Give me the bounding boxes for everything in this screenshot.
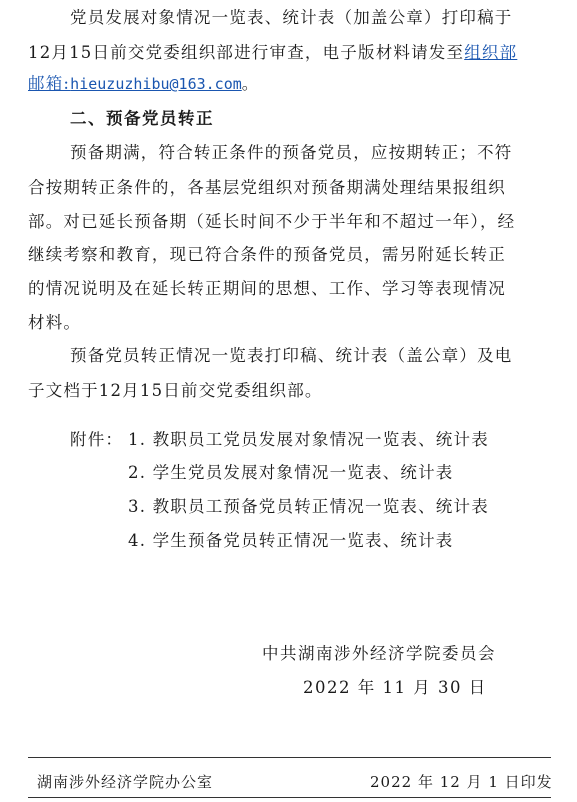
paragraph-1-line: 预备期满，符合转正条件的预备党员，应按期转正；不符 (70, 143, 513, 162)
signature-organization: 中共湖南涉外经济学院委员会 (262, 644, 496, 663)
paragraph-1-line: 部。对已延长预备期（延长时间不少于半年和不超过一年），经 (28, 212, 516, 231)
footer-print-date: 2022 年 12 月 1 日印发 (370, 773, 553, 791)
intro-line-3-end: 。 (241, 74, 260, 93)
email-link-prefix[interactable]: 邮箱: (28, 74, 71, 93)
attachment-item: 3. 教职员工预备党员转正情况一览表、统计表 (128, 497, 489, 516)
intro-line-1: 党员发展对象情况一览表、统计表（加盖公章）打印稿于 (70, 8, 513, 27)
footer-top-rule (28, 757, 551, 758)
paragraph-1-line: 的情况说明及在延长转正期间的思想、工作、学习等表现情况 (28, 279, 506, 298)
intro-line-2-text: 12月15日前交党委组织部进行审查，电子版材料请发至 (28, 43, 465, 62)
paragraph-1-line: 继续考察和教育，现已符合条件的预备党员，需另附延长转正 (28, 245, 506, 264)
attachments-label: 附件： (70, 430, 124, 449)
attachment-item: 1. 教职员工党员发展对象情况一览表、统计表 (128, 430, 489, 449)
paragraph-2-line: 预备党员转正情况一览表打印稿、统计表（盖公章）及电 (70, 346, 513, 365)
paragraph-1-line: 合按期转正条件的，各基层党组织对预备期满处理结果报组织 (28, 178, 506, 197)
attachment-item: 4. 学生预备党员转正情况一览表、统计表 (128, 531, 454, 550)
org-dept-link[interactable]: 组织部 (464, 43, 518, 62)
email-link[interactable]: hieuzuzhibu@163.com (70, 75, 242, 93)
paragraph-1-line: 材料。 (28, 313, 82, 332)
footer-issuer: 湖南涉外经济学院办公室 (37, 773, 214, 791)
footer-bottom-rule (28, 797, 551, 798)
intro-line-3 (28, 74, 259, 94)
paragraph-2-line: 子文档于12月15日前交党委组织部。 (28, 381, 323, 400)
attachment-item: 2. 学生党员发展对象情况一览表、统计表 (128, 463, 454, 482)
intro-line-2 (28, 43, 517, 63)
section-heading: 二、预备党员转正 (70, 109, 214, 128)
signature-date: 2022 年 11 月 30 日 (303, 678, 487, 697)
